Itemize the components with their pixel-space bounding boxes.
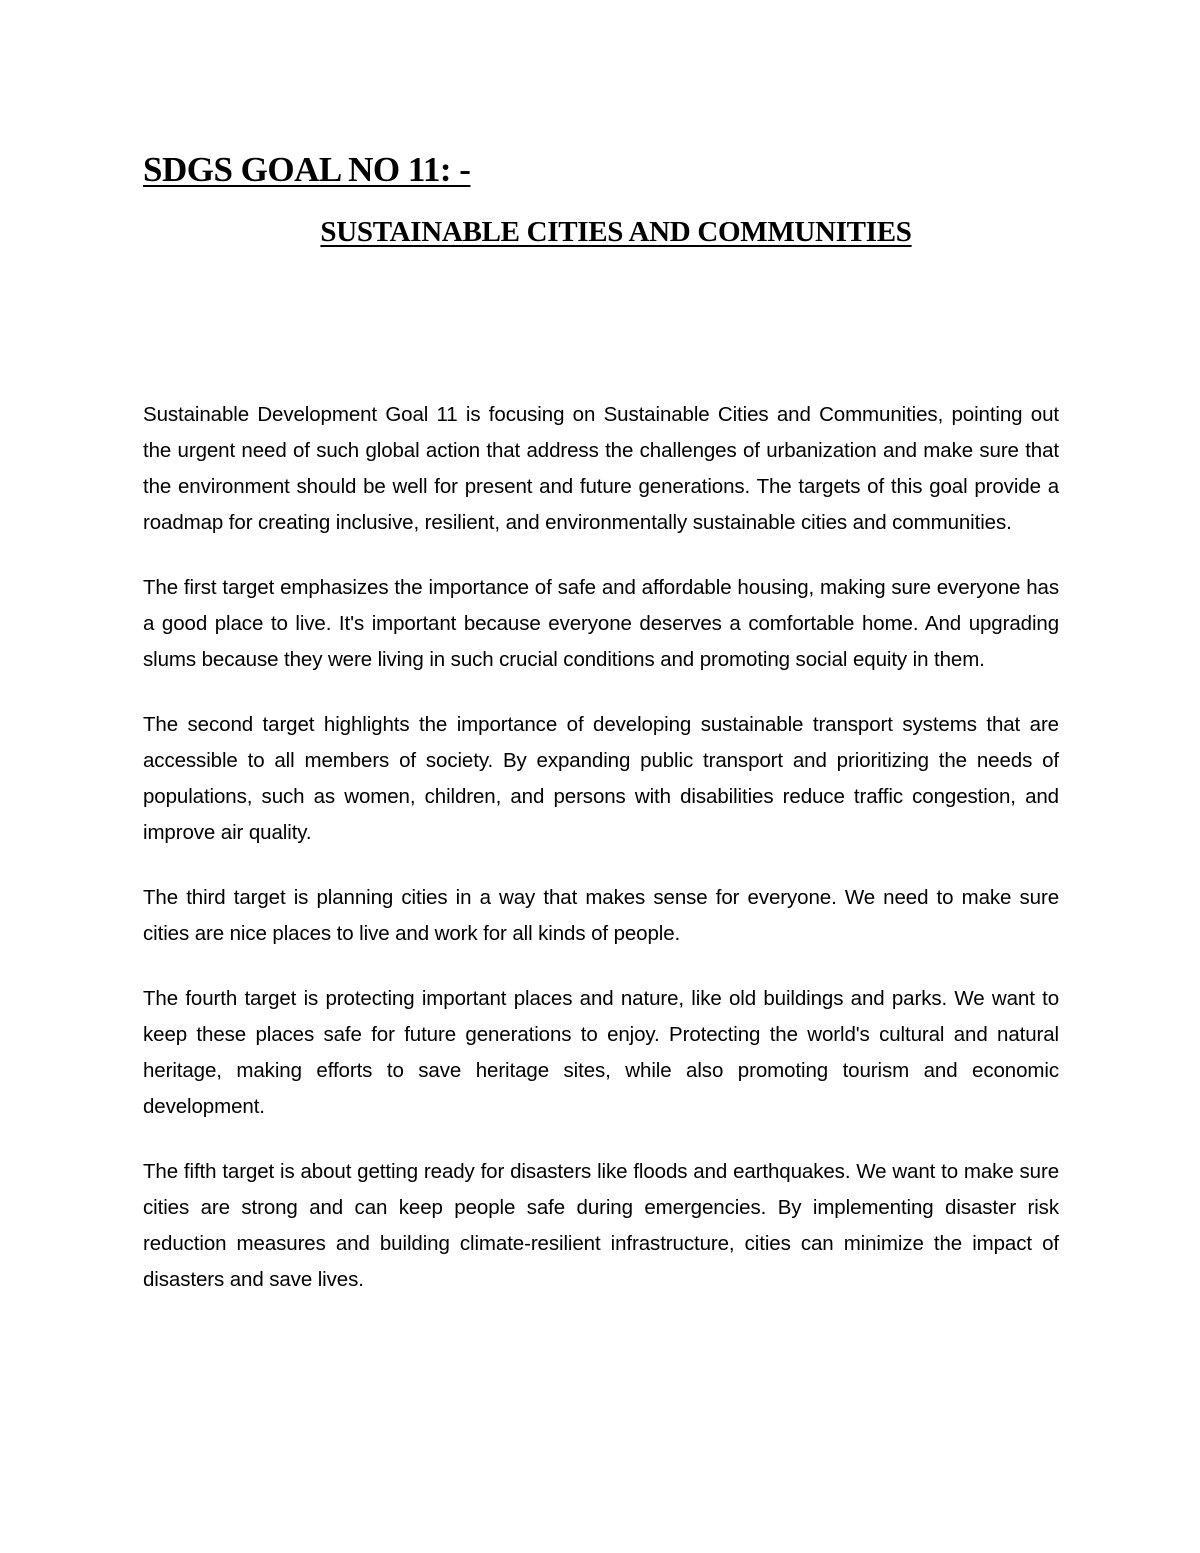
paragraph-fourth-target: The fourth target is protecting important places and nature, like old buildings and parks. We want to keep these places safe for future generations to enjoy. Protecting the world's cultural and natural heritage, making efforts to save heritage sites, while also promoting tourism and economic development. xyxy=(143,987,1059,1118)
document-body xyxy=(143,397,1059,1327)
paragraph-fifth-target: The fifth target is about getting ready for disasters like floods and earthquakes. We want to make sure cities are strong and can keep people safe during emergencies. By implementing disaster risk reduction measures and building climate-resilient infrastructure, cities can minimize the impact of disasters and save lives. xyxy=(143,1160,1059,1291)
paragraph-second-target: The second target highlights the importance of developing sustainable transport systems that are accessible to all members of society. By expanding public transport and prioritizing the needs of populations, such as women, children, and persons with disabilities reduce traffic congestion, and improve air quality. xyxy=(143,713,1059,844)
paragraph-third-target: The third target is planning cities in a way that makes sense for everyone. We need to make sure cities are nice places to live and work for all kinds of people. xyxy=(143,886,1059,945)
page-title: SDGS GOAL NO 11: - xyxy=(143,150,471,189)
paragraph-first-target: The first target emphasizes the importance of safe and affordable housing, making sure everyone has a good place to live. It's important because everyone deserves a comfortable home. And upgrading slums because they were living in such crucial conditions and promoting social equity in them. xyxy=(143,576,1059,671)
page-subtitle: SUSTAINABLE CITIES AND COMMUNITIES xyxy=(320,216,912,248)
paragraph-intro: Sustainable Development Goal 11 is focusing on Sustainable Cities and Communities, pointing out the urgent need of such global action that address the challenges of urbanization and make sure that the environment should be well for present and future generations. The targets of this goal provide a roadmap for creating inclusive, resilient, and environmentally sustainable cities and communities. xyxy=(143,403,1059,534)
